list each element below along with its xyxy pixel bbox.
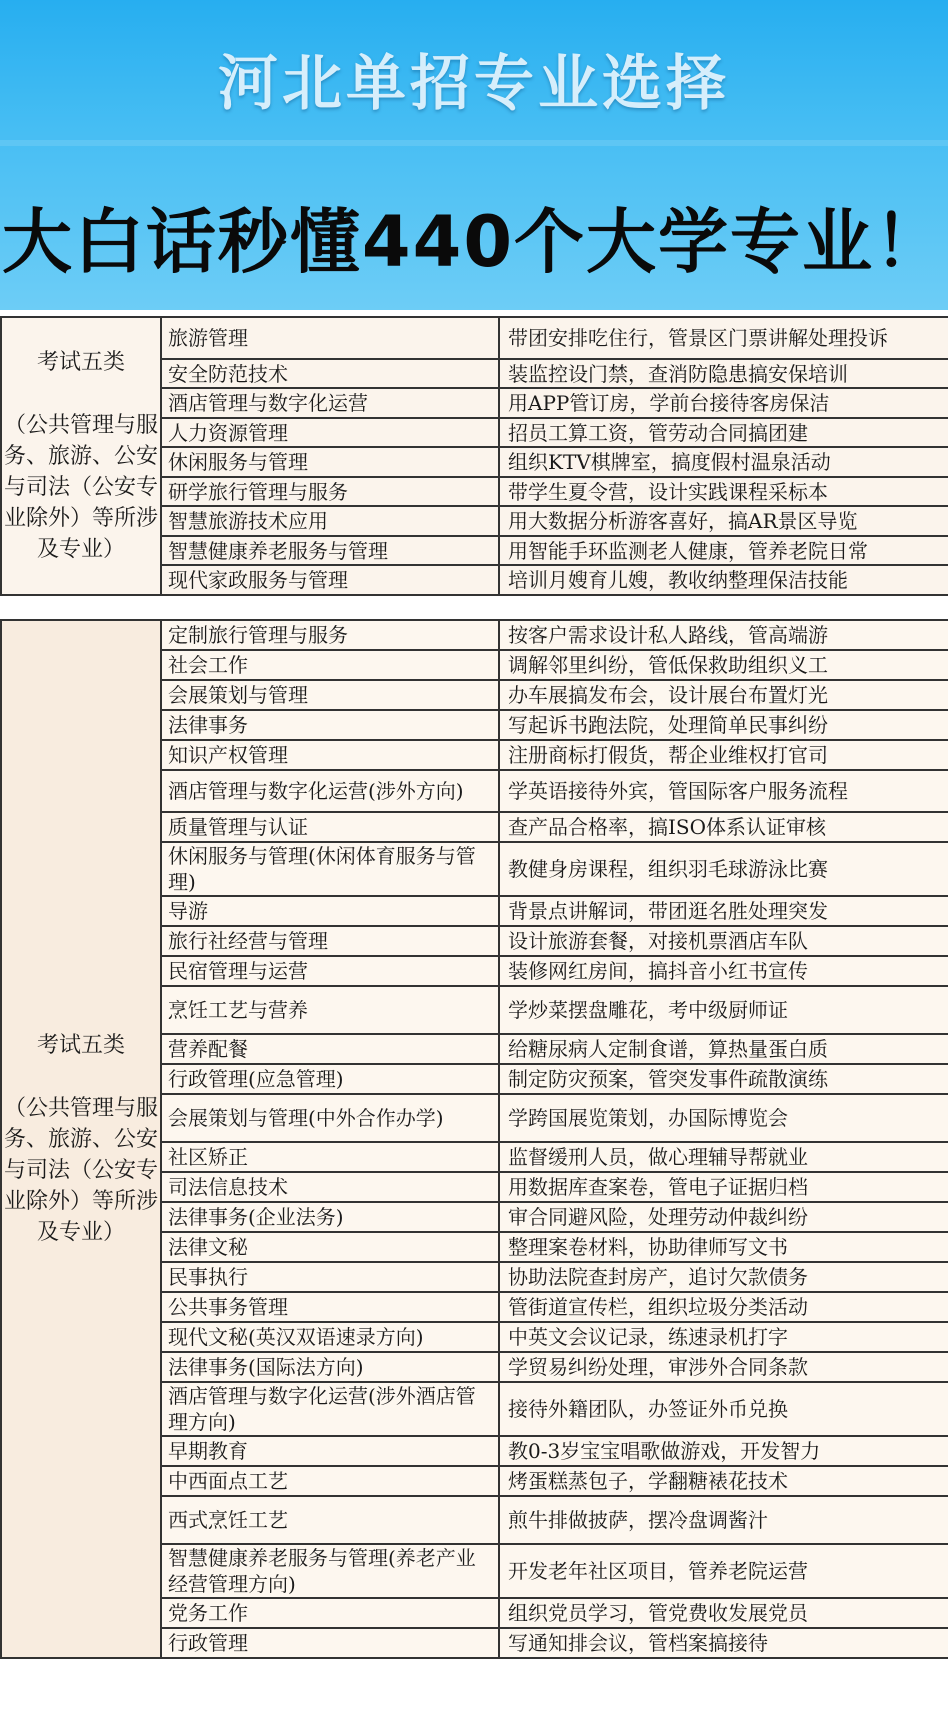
major-description-cell: 写通知排会议，管档案搞接待 (499, 1628, 948, 1658)
major-name-cell: 酒店管理与数字化运营(涉外方向) (161, 770, 499, 812)
major-description-cell: 调解邻里纠纷，管低保救助组织义工 (499, 650, 948, 680)
banner-divider (0, 140, 948, 146)
major-description-cell: 背景点讲解词，带团逛名胜处理突发 (499, 896, 948, 926)
major-description-cell: 按客户需求设计私人路线，管高端游 (499, 620, 948, 650)
table-row (1, 620, 948, 650)
major-description-cell: 协助法院查封房产，追讨欠款债务 (499, 1262, 948, 1292)
major-description-cell: 组织KTV棋牌室，搞度假村温泉活动 (499, 447, 948, 477)
major-name-cell: 智慧健康养老服务与管理 (161, 536, 499, 565)
major-name-cell: 人力资源管理 (161, 418, 499, 447)
major-name-cell: 司法信息技术 (161, 1172, 499, 1202)
major-name-cell: 导游 (161, 896, 499, 926)
table-gap (0, 612, 948, 619)
major-name-cell: 法律事务(国际法方向) (161, 1352, 499, 1382)
major-name-cell: 民宿管理与运营 (161, 956, 499, 986)
major-description-cell: 写起诉书跑法院，处理简单民事纠纷 (499, 710, 948, 740)
major-description-cell: 办车展搞发布会，设计展台布置灯光 (499, 680, 948, 710)
table-row (1, 317, 948, 359)
major-name-cell: 会展策划与管理 (161, 680, 499, 710)
major-description-cell: 用大数据分析游客喜好，搞AR景区导览 (499, 506, 948, 536)
major-description-cell: 学炒菜摆盘雕花，考中级厨师证 (499, 986, 948, 1034)
major-name-cell: 行政管理(应急管理) (161, 1064, 499, 1094)
major-description-cell: 教0-3岁宝宝唱歌做游戏，开发智力 (499, 1436, 948, 1466)
major-name-cell: 法律事务(企业法务) (161, 1202, 499, 1232)
major-description-cell: 设计旅游套餐，对接机票酒店车队 (499, 926, 948, 956)
majors-table-1 (0, 316, 948, 596)
major-name-cell: 社区矫正 (161, 1142, 499, 1172)
major-name-cell: 安全防范技术 (161, 359, 499, 388)
major-name-cell: 智慧旅游技术应用 (161, 506, 499, 536)
page-subtitle: 大白话秒懂440个大学专业！ (1, 201, 947, 283)
major-description-cell: 制定防灾预案，管突发事件疏散演练 (499, 1064, 948, 1094)
major-description-cell: 装监控设门禁，查消防隐患搞安保培训 (499, 359, 948, 388)
category-heading: 考试五类 (36, 1033, 125, 1058)
major-name-cell: 酒店管理与数字化运营(涉外酒店管理方向) (161, 1382, 499, 1436)
major-name-cell: 质量管理与认证 (161, 812, 499, 842)
major-description-cell: 烤蛋糕蒸包子，学翻糖裱花技术 (499, 1466, 948, 1496)
major-name-cell: 现代文秘(英汉双语速录方向) (161, 1322, 499, 1352)
major-description-cell: 煎牛排做披萨，摆冷盘调酱汁 (499, 1496, 948, 1544)
major-description-cell: 管街道宣传栏，组织垃圾分类活动 (499, 1292, 948, 1322)
major-description-cell: 整理案卷材料，协助律师写文书 (499, 1232, 948, 1262)
category-cell (1, 317, 161, 595)
major-name-cell: 研学旅行管理与服务 (161, 477, 499, 506)
major-name-cell: 休闲服务与管理(休闲体育服务与管理) (161, 842, 499, 896)
major-description-cell: 用APP管订房，学前台接待客房保洁 (499, 388, 948, 418)
category-cell (1, 620, 161, 1658)
major-name-cell: 法律事务 (161, 710, 499, 740)
major-name-cell: 社会工作 (161, 650, 499, 680)
major-description-cell: 培训月嫂育儿嫂，教收纳整理保洁技能 (499, 565, 948, 595)
major-description-cell: 注册商标打假货，帮企业维权打官司 (499, 740, 948, 770)
major-description-cell: 带团安排吃住行，管景区门票讲解处理投诉 (499, 317, 948, 359)
major-description-cell: 查产品合格率，搞ISO体系认证审核 (499, 812, 948, 842)
major-description-cell: 学英语接待外宾，管国际客户服务流程 (499, 770, 948, 812)
major-name-cell: 旅游管理 (161, 317, 499, 359)
major-description-cell: 中英文会议记录，练速录机打字 (499, 1322, 948, 1352)
major-name-cell: 民事执行 (161, 1262, 499, 1292)
major-name-cell: 定制旅行管理与服务 (161, 620, 499, 650)
category-description: （公共管理与服务、旅游、公安与司法（公安专业除外）等所涉及专业） (4, 1096, 159, 1245)
major-description-cell: 教健身房课程，组织羽毛球游泳比赛 (499, 842, 948, 896)
major-description-cell: 装修网红房间，搞抖音小红书宣传 (499, 956, 948, 986)
major-name-cell: 中西面点工艺 (161, 1466, 499, 1496)
major-name-cell: 智慧健康养老服务与管理(养老产业经营管理方向) (161, 1544, 499, 1598)
major-description-cell: 组织党员学习，管党费收发展党员 (499, 1598, 948, 1628)
major-name-cell: 现代家政服务与管理 (161, 565, 499, 595)
major-name-cell: 早期教育 (161, 1436, 499, 1466)
major-name-cell: 休闲服务与管理 (161, 447, 499, 477)
major-description-cell: 监督缓刑人员，做心理辅导帮就业 (499, 1142, 948, 1172)
major-description-cell: 招员工算工资，管劳动合同搞团建 (499, 418, 948, 447)
major-name-cell: 烹饪工艺与营养 (161, 986, 499, 1034)
major-description-cell: 审合同避风险，处理劳动仲裁纠纷 (499, 1202, 948, 1232)
major-description-cell: 用数据库查案卷，管电子证据归档 (499, 1172, 948, 1202)
major-description-cell: 开发老年社区项目，管养老院运营 (499, 1544, 948, 1598)
major-name-cell: 营养配餐 (161, 1034, 499, 1064)
header-banner (0, 0, 948, 310)
major-description-cell: 接待外籍团队，办签证外币兑换 (499, 1382, 948, 1436)
major-name-cell: 公共事务管理 (161, 1292, 499, 1322)
major-name-cell: 酒店管理与数字化运营 (161, 388, 499, 418)
category-heading: 考试五类 (36, 350, 125, 375)
major-name-cell: 会展策划与管理(中外合作办学) (161, 1094, 499, 1142)
major-description-cell: 带学生夏令营，设计实践课程采标本 (499, 477, 948, 506)
major-name-cell: 知识产权管理 (161, 740, 499, 770)
category-description: （公共管理与服务、旅游、公安与司法（公安专业除外）等所涉及专业） (4, 413, 159, 562)
major-description-cell: 学贸易纠纷处理，审涉外合同条款 (499, 1352, 948, 1382)
majors-table-2 (0, 619, 948, 1659)
page-title: 河北单招专业选择 (218, 49, 730, 119)
major-name-cell: 旅行社经营与管理 (161, 926, 499, 956)
major-name-cell: 行政管理 (161, 1628, 499, 1658)
major-description-cell: 用智能手环监测老人健康，管养老院日常 (499, 536, 948, 565)
major-description-cell: 学跨国展览策划，办国际博览会 (499, 1094, 948, 1142)
major-name-cell: 党务工作 (161, 1598, 499, 1628)
major-name-cell: 法律文秘 (161, 1232, 499, 1262)
major-description-cell: 给糖尿病人定制食谱，算热量蛋白质 (499, 1034, 948, 1064)
major-name-cell: 西式烹饪工艺 (161, 1496, 499, 1544)
